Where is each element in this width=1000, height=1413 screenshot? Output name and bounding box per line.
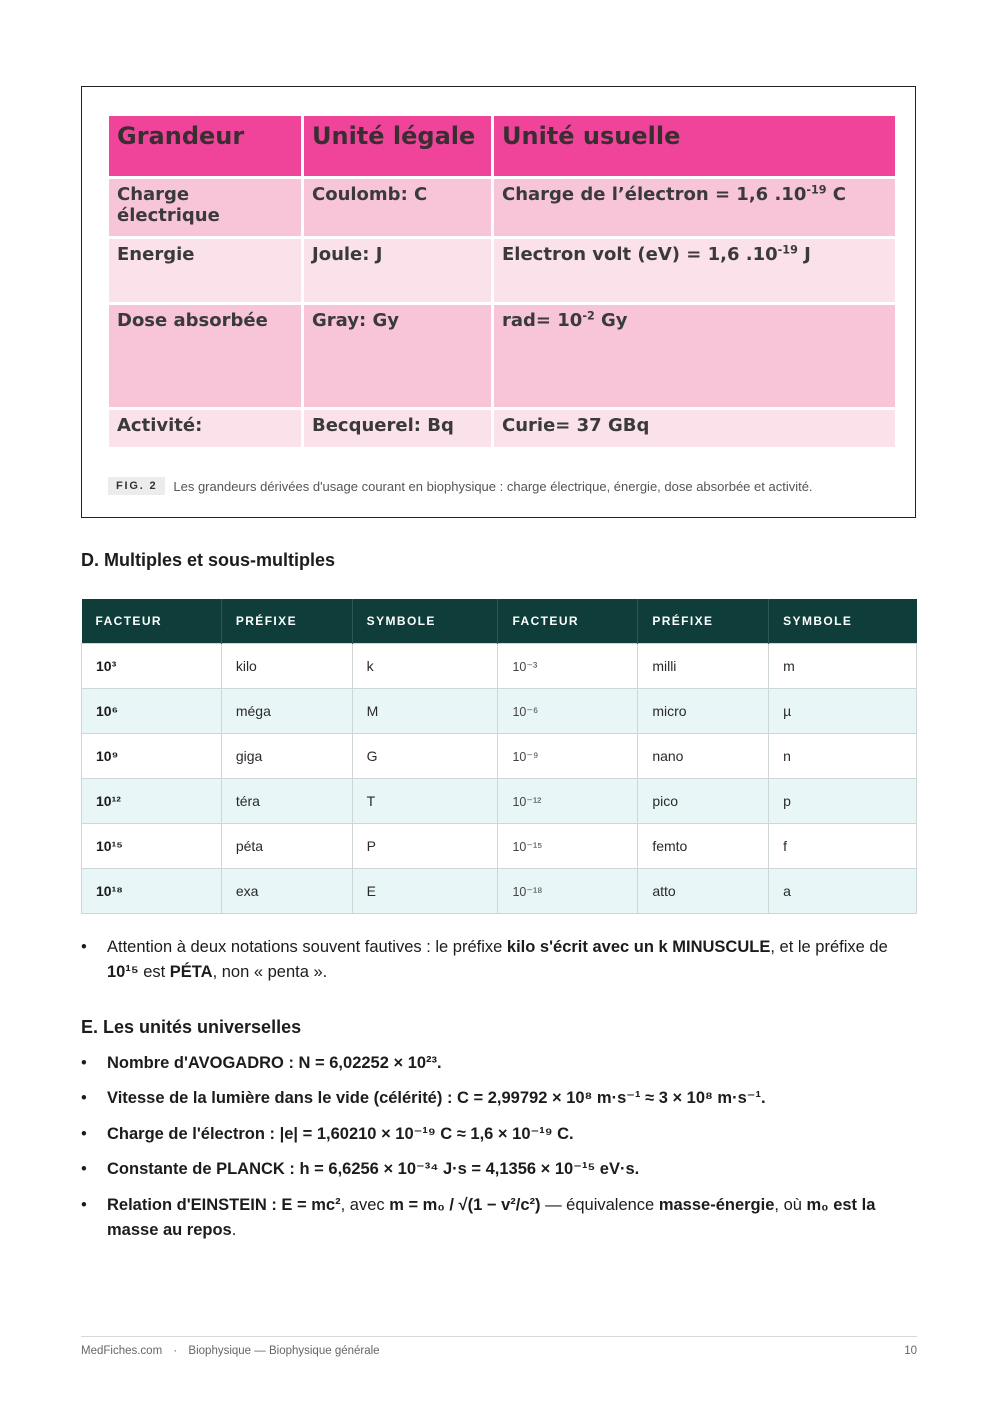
bullet-dot: • [81, 1089, 87, 1107]
col-header-prefixe: PRÉFIXE [638, 599, 769, 644]
symbole-cell: m [769, 644, 917, 689]
table-row [82, 734, 917, 779]
planck-text: Constante de PLANCK : h = 6,6256 × 10⁻³⁴ J·s = 4,1356 × 10⁻¹⁵ eV·s. [107, 1160, 640, 1178]
symbole-cell: k [352, 644, 498, 689]
units-image-table [109, 116, 895, 447]
footer-path: Biophysique — Biophysique générale [188, 1345, 380, 1357]
facteur-cell: 10¹⁵ [82, 824, 222, 869]
list-item [81, 1122, 917, 1147]
list-item [81, 1051, 917, 1076]
electron-charge-text: Charge de l'électron : |e| = 1,60210 × 10⁻¹⁹ C ≈ 1,6 × 10⁻¹⁹ C. [107, 1125, 574, 1143]
col-header-symbole: SYMBOLE [769, 599, 917, 644]
unite-usuelle-cell: Charge de l’électron = 1,6 $.10^{-19}$ C [491, 176, 895, 236]
table-row [82, 869, 917, 914]
figure-caption [108, 477, 813, 495]
figure-frame [81, 86, 916, 518]
grandeur-cell: Energie [109, 236, 301, 302]
facteur-cell: 10¹⁸ [82, 869, 222, 914]
bullet-dot: • [81, 1196, 87, 1214]
facteur-cell: 10⁶ [82, 689, 222, 734]
facteur-cell: 10⁻¹⁸ [498, 869, 638, 914]
page-footer [81, 1345, 917, 1357]
grandeur-cell: Charge électrique [109, 176, 301, 236]
figure-caption-text: Les grandeurs dérivées d'usage courant en biophysique : charge électrique, énergie, dose absorbée et activité. [173, 478, 813, 494]
unite-legale-cell: Joule: J [301, 236, 491, 302]
list-item [81, 1193, 917, 1243]
symbole-cell: µ [769, 689, 917, 734]
bullet-dot: • [81, 938, 87, 956]
unite-legale-cell: Gray: Gy [301, 302, 491, 407]
col-header-facteur: FACTEUR [498, 599, 638, 644]
speed-of-light-text: Vitesse de la lumière dans le vide (célérité) : C = 2,99792 × 10⁸ m·s⁻¹ ≈ 3 × 10⁸ m·s⁻¹. [107, 1089, 766, 1107]
facteur-cell: 10¹² [82, 779, 222, 824]
symbole-cell: n [769, 734, 917, 779]
prefixe-cell: nano [638, 734, 769, 779]
header-grandeur: Grandeur [109, 116, 301, 176]
facteur-cell: 10⁻⁶ [498, 689, 638, 734]
symbole-cell: M [352, 689, 498, 734]
prefixe-cell: pico [638, 779, 769, 824]
note-text: Attention à deux notations souvent fautives : le préfixe kilo s'écrit avec un k MINUSCULE, et le préfixe de 10¹⁵ est PÉTA, non « penta ». [107, 938, 888, 981]
unite-legale-cell: Becquerel: Bq [301, 407, 491, 447]
unite-usuelle-cell: Curie= 37 GBq [491, 407, 895, 447]
symbole-cell: T [352, 779, 498, 824]
col-header-facteur: FACTEUR [82, 599, 222, 644]
symbole-cell: p [769, 779, 917, 824]
prefixe-cell: milli [638, 644, 769, 689]
table-row [82, 824, 917, 869]
section-d-title: D. Multiples et sous-multiples [81, 550, 336, 570]
prefixe-cell: péta [221, 824, 352, 869]
facteur-cell: 10⁻¹² [498, 779, 638, 824]
symbole-cell: E [352, 869, 498, 914]
bullet-dot: • [81, 1054, 87, 1072]
prefixe-cell: kilo [221, 644, 352, 689]
prefixe-cell: téra [221, 779, 352, 824]
header-unite-usuelle: Unité usuelle [491, 116, 895, 176]
bullet-dot: • [81, 1125, 87, 1143]
section-e-title: E. Les unités universelles [81, 1017, 302, 1037]
col-header-prefixe: PRÉFIXE [221, 599, 352, 644]
prefixe-cell: micro [638, 689, 769, 734]
symbole-cell: G [352, 734, 498, 779]
prefixe-cell: atto [638, 869, 769, 914]
header-unite-legale: Unité légale [301, 116, 491, 176]
list-item [81, 1086, 917, 1111]
prefixe-cell: exa [221, 869, 352, 914]
grandeur-cell: Dose absorbée [109, 302, 301, 407]
table-row [82, 779, 917, 824]
prefix-table [81, 599, 917, 914]
facteur-cell: 10⁻¹⁵ [498, 824, 638, 869]
facteur-cell: 10⁻³ [498, 644, 638, 689]
page-number: 10 [904, 1345, 917, 1357]
list-item [81, 1157, 917, 1182]
footer-separator: · [173, 1345, 178, 1357]
unite-usuelle-cell: Electron volt (eV) = 1,6 $.10^{-19}$ J [491, 236, 895, 302]
facteur-cell: 10⁹ [82, 734, 222, 779]
bullet-dot: • [81, 1160, 87, 1178]
symbole-cell: a [769, 869, 917, 914]
symbole-cell: f [769, 824, 917, 869]
figure-tag: FIG. 2 [108, 477, 165, 495]
col-header-symbole: SYMBOLE [352, 599, 498, 644]
table-row [82, 644, 917, 689]
table-row [82, 689, 917, 734]
symbole-cell: P [352, 824, 498, 869]
facteur-cell: 10³ [82, 644, 222, 689]
einstein-text: Relation d'EINSTEIN : E = mc², avec m = m₀ / √(1 − v²/c²) — équivalence masse-énergie, où m₀ est la masse au repos. [107, 1196, 876, 1239]
prefixe-cell: femto [638, 824, 769, 869]
facteur-cell: 10⁻⁹ [498, 734, 638, 779]
prefixe-cell: méga [221, 689, 352, 734]
unite-legale-cell: Coulomb: C [301, 176, 491, 236]
footer-site: MedFiches.com [81, 1345, 163, 1357]
note-bullet [81, 935, 917, 985]
grandeur-cell: Activité: [109, 407, 301, 447]
unite-usuelle-cell: $rad= 10^{-2}$ Gy [491, 302, 895, 407]
footer-divider [81, 1336, 917, 1337]
avogadro-text: Nombre d'AVOGADRO : N = 6,02252 × 10²³. [107, 1054, 442, 1072]
prefixe-cell: giga [221, 734, 352, 779]
